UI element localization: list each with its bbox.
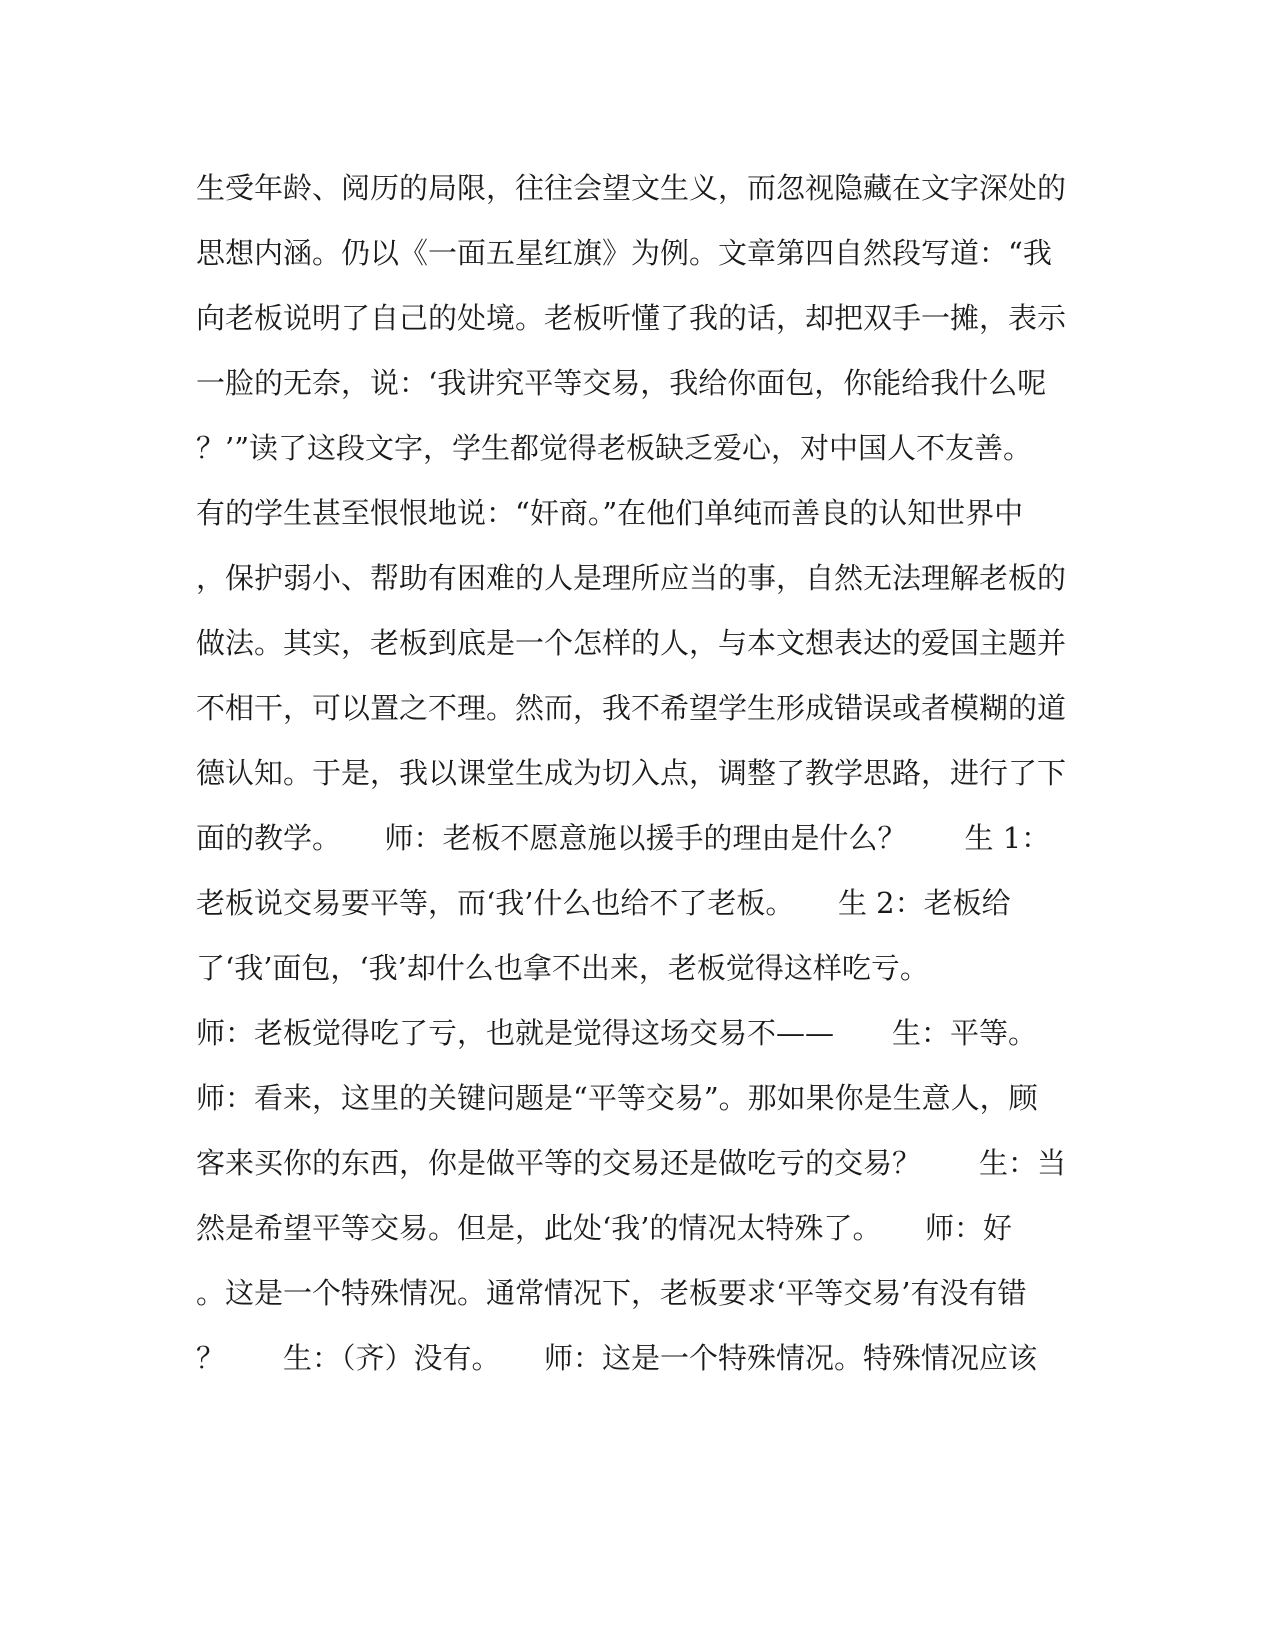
text-line: 有的学生甚至恨恨地说：“奸商。”在他们单纯而善良的认知世界中 — [196, 496, 1024, 530]
text-line: 了‘我’面包，‘我’却什么也拿不出来，老板觉得这样吃亏。 — [196, 951, 929, 985]
text-line: 然是希望平等交易。但是，此处‘我’的情况太特殊了。 师：好 — [196, 1211, 1012, 1245]
text-line: 不相干，可以置之不理。然而，我不希望学生形成错误或者模糊的道 — [196, 691, 1067, 725]
text-line: 一脸的无奈，说：‘我讲究平等交易，我给你面包，你能给我什么呢 — [196, 366, 1047, 400]
text-line: ？ 生：（齐）没有。 师：这是一个特殊情况。特殊情况应该 — [196, 1341, 1038, 1375]
text-line: 德认知。于是，我以课堂生成为切入点，调整了教学思路，进行了下 — [196, 756, 1067, 790]
text-line: 老板说交易要平等，而‘我’什么也给不了老板。 生 2：老板给 — [196, 886, 1011, 920]
body-text — [196, 156, 1076, 1391]
text-line: 师：看来，这里的关键问题是“平等交易”。那如果你是生意人，顾 — [196, 1081, 1038, 1115]
text-line: 做法。其实，老板到底是一个怎样的人，与本文想表达的爱国主题并 — [196, 626, 1067, 660]
text-line: ？’”读了这段文字，学生都觉得老板缺乏爱心，对中国人不友善。 — [196, 431, 1033, 465]
text-line: 。这是一个特殊情况。通常情况下，老板要求‘平等交易’有没有错 — [196, 1276, 1027, 1310]
text-line: 生受年龄、阅历的局限，往往会望文生义，而忽视隐藏在文字深处的 — [196, 171, 1067, 205]
text-line: 师：老板觉得吃了亏，也就是觉得这场交易不—— 生：平等。 — [196, 1016, 1038, 1050]
text-line: 面的教学。 师：老板不愿意施以援手的理由是什么？ 生 1： — [196, 821, 1051, 855]
text-line: 向老板说明了自己的处境。老板听懂了我的话，却把双手一摊，表示 — [196, 301, 1067, 335]
text-line: 客来买你的东西，你是做平等的交易还是做吃亏的交易？ 生：当 — [196, 1146, 1067, 1180]
text-line: 思想内涵。仍以《一面五星红旗》为例。文章第四自然段写道：“我 — [196, 236, 1052, 270]
text-line: ，保护弱小、帮助有困难的人是理所应当的事，自然无法理解老板的 — [196, 561, 1067, 595]
